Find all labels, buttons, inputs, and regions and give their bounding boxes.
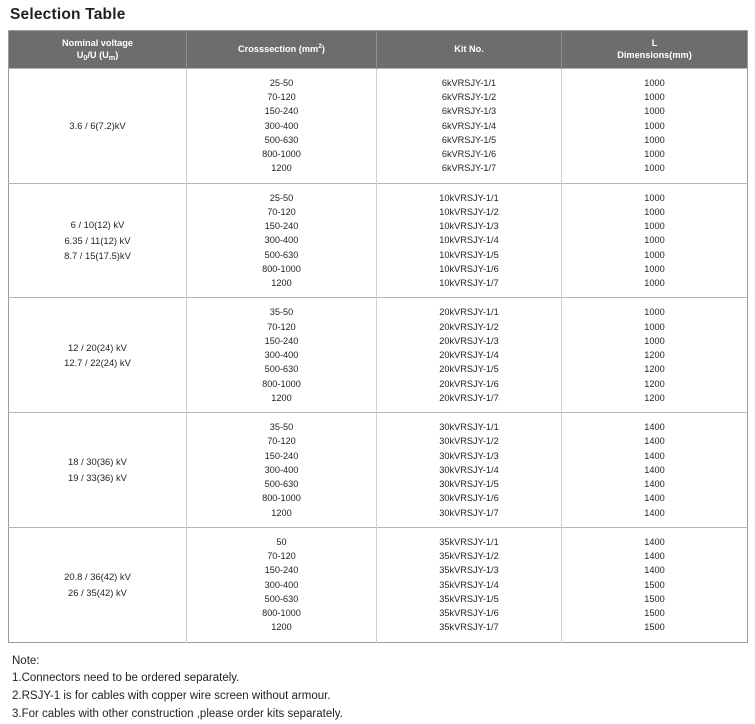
- table-row: [9, 183, 748, 298]
- cell-kit_no-value: 35kVRSJY-1/1: [439, 536, 499, 547]
- cell-kit_no-value: 20kVRSJY-1/7: [439, 392, 499, 403]
- cell-dimensions-value: 1000: [644, 249, 665, 260]
- cell-kit_no-value: 20kVRSJY-1/1: [439, 307, 499, 318]
- cell-kit_no-value: 30kVRSJY-1/1: [439, 422, 499, 433]
- note-item-3: 3.For cables with other construction ,please order kits separately.: [12, 708, 343, 721]
- cell-crosssection-lines: [189, 535, 374, 635]
- table-header: [9, 31, 748, 69]
- cell-dimensions-value: 1000: [644, 321, 665, 332]
- cell-kit_no-value: 6kVRSJY-1/1: [441, 77, 497, 88]
- table-row: [9, 413, 748, 528]
- cell-kit_no-value: 10kVRSJY-1/2: [439, 206, 499, 217]
- note-item-2: 2.RSJY-1 is for cables with copper wire screen without armour.: [12, 690, 331, 703]
- cell-dimensions-lines: [564, 76, 745, 176]
- cell-kit_no-value: 6kVRSJY-1/7: [441, 163, 497, 174]
- cell-dimensions-value: 1000: [644, 263, 665, 274]
- cell-crosssection-value: 500-630: [264, 479, 299, 490]
- cell-kit_no-value: 35kVRSJY-1/5: [439, 593, 499, 604]
- cell-kit_no-value: 30kVRSJY-1/2: [439, 436, 499, 447]
- cell-voltage: [9, 413, 187, 528]
- note-item-1: 1.Connectors need to be ordered separately.: [12, 672, 240, 685]
- notes-block: [12, 653, 745, 724]
- cell-crosssection-value: 1200: [271, 392, 292, 403]
- cell-dimensions-value: 1000: [644, 221, 665, 232]
- cell-crosssection-value: 70-120: [267, 551, 296, 562]
- cell-kit_no-value: 6kVRSJY-1/2: [441, 92, 497, 103]
- cell-kit_no-value: 6kVRSJY-1/6: [441, 149, 497, 160]
- cell-crosssection-value: 300-400: [264, 579, 299, 590]
- cell-voltage-value: 20.8 / 36(42) kV: [64, 571, 131, 583]
- table-row: [9, 527, 748, 642]
- cell-crosssection-value: 800-1000: [262, 378, 301, 389]
- cell-dimensions-value: 1000: [644, 278, 665, 289]
- cell-dimensions-value: 1500: [644, 593, 665, 604]
- cell-kit_no-value: 10kVRSJY-1/1: [439, 192, 499, 203]
- cell-dimensions-lines: [564, 191, 745, 291]
- cell-crosssection-value: 50: [276, 536, 287, 547]
- cell-kit_no-value: 20kVRSJY-1/3: [439, 335, 499, 346]
- table-row: [9, 68, 748, 183]
- table-body: [9, 68, 748, 642]
- cell-kit_no-value: 30kVRSJY-1/6: [439, 493, 499, 504]
- cell-crosssection-value: 150-240: [264, 221, 299, 232]
- cell-crosssection-value: 300-400: [264, 350, 299, 361]
- cell-crosssection-value: 1200: [271, 622, 292, 633]
- cell-dimensions-value: 1400: [644, 422, 665, 433]
- cell-voltage: [9, 527, 187, 642]
- cell-kit_no-value: 6kVRSJY-1/4: [441, 120, 497, 131]
- cell-kit_no-lines: [379, 305, 559, 405]
- cell-kit_no: [377, 527, 562, 642]
- cell-kit_no-value: 35kVRSJY-1/2: [439, 551, 499, 562]
- cell-crosssection-lines: [189, 191, 374, 291]
- cell-kit_no-lines: [379, 191, 559, 291]
- cell-crosssection-value: 25-50: [269, 192, 294, 203]
- cell-crosssection: [187, 68, 377, 183]
- cell-kit_no-value: 6kVRSJY-1/5: [441, 134, 497, 145]
- cell-kit_no-value: 35kVRSJY-1/3: [439, 565, 499, 576]
- cell-crosssection-value: 300-400: [264, 120, 299, 131]
- cell-dimensions-value: 1500: [644, 608, 665, 619]
- cell-crosssection-value: 70-120: [267, 321, 296, 332]
- cell-dimensions-value: 1000: [644, 163, 665, 174]
- cell-dimensions-value: 1000: [644, 335, 665, 346]
- column-header-l-dimensions-line1: L: [651, 38, 658, 48]
- cell-voltage-value: 12 / 20(24) kV: [68, 341, 127, 353]
- cell-kit_no-value: 30kVRSJY-1/5: [439, 479, 499, 490]
- cell-voltage-lines: [11, 569, 184, 600]
- cell-crosssection-value: 500-630: [264, 134, 299, 145]
- cell-dimensions-value: 1000: [644, 149, 665, 160]
- cell-crosssection-value: 800-1000: [262, 149, 301, 160]
- cell-crosssection: [187, 413, 377, 528]
- column-header-crosssection: [187, 31, 377, 69]
- cell-crosssection-value: 150-240: [264, 565, 299, 576]
- cell-kit_no-value: 30kVRSJY-1/7: [439, 507, 499, 518]
- cell-crosssection-value: 150-240: [264, 335, 299, 346]
- cell-crosssection-value: 150-240: [264, 106, 299, 117]
- cell-kit_no-lines: [379, 76, 559, 176]
- column-header-kit-no-label: Kit No.: [454, 44, 484, 55]
- cell-voltage: [9, 298, 187, 413]
- cell-dimensions-value: 1400: [644, 565, 665, 576]
- cell-dimensions-value: 1000: [644, 235, 665, 246]
- cell-kit_no: [377, 413, 562, 528]
- cell-voltage-value: 19 / 33(36) kV: [68, 471, 127, 483]
- cell-dimensions-value: 1000: [644, 307, 665, 318]
- cell-kit_no-value: 20kVRSJY-1/4: [439, 350, 499, 361]
- column-header-crosssection-label: Crosssection $(mm^2)$: [238, 43, 325, 55]
- cell-crosssection-value: 500-630: [264, 249, 299, 260]
- cell-dimensions-lines: [564, 535, 745, 635]
- cell-crosssection-lines: [189, 305, 374, 405]
- cell-crosssection-value: 800-1000: [262, 608, 301, 619]
- cell-crosssection-value: 1200: [271, 507, 292, 518]
- cell-dimensions-value: 1000: [644, 120, 665, 131]
- cell-crosssection-value: 25-50: [269, 77, 294, 88]
- cell-dimensions-value: 1200: [644, 392, 665, 403]
- column-header-l-dimensions-line2: Dimensions(mm): [617, 50, 692, 61]
- cell-kit_no-lines: [379, 420, 559, 520]
- cell-kit_no-value: 20kVRSJY-1/6: [439, 378, 499, 389]
- cell-crosssection: [187, 298, 377, 413]
- cell-crosssection-value: 500-630: [264, 364, 299, 375]
- cell-kit_no-value: 10kVRSJY-1/3: [439, 221, 499, 232]
- cell-dimensions-value: 1000: [644, 77, 665, 88]
- cell-voltage-lines: [11, 217, 184, 264]
- cell-dimensions-lines: [564, 305, 745, 405]
- cell-crosssection-value: 70-120: [267, 206, 296, 217]
- table-row: [9, 298, 748, 413]
- cell-voltage: [9, 68, 187, 183]
- cell-dimensions-value: 1200: [644, 364, 665, 375]
- cell-dimensions-value: 1200: [644, 378, 665, 389]
- cell-voltage-value: 6.35 / 11(12) kV: [64, 234, 131, 246]
- cell-dimensions-value: 1000: [644, 106, 665, 117]
- cell-crosssection: [187, 183, 377, 298]
- cell-crosssection-value: 800-1000: [262, 263, 301, 274]
- cell-kit_no-value: 35kVRSJY-1/6: [439, 608, 499, 619]
- cell-dimensions-value: 1400: [644, 450, 665, 461]
- column-header-l-dimensions: [562, 31, 748, 69]
- cell-crosssection-value: 35-50: [269, 307, 294, 318]
- cell-dimensions-value: 1000: [644, 134, 665, 145]
- column-header-nominal-voltage-line1: Nominal voltage: [62, 38, 133, 48]
- cell-crosssection-lines: [189, 76, 374, 176]
- cell-dimensions-value: 1000: [644, 206, 665, 217]
- cell-dimensions-value: 1400: [644, 436, 665, 447]
- cell-kit_no-value: 35kVRSJY-1/4: [439, 579, 499, 590]
- cell-crosssection-value: 70-120: [267, 436, 296, 447]
- cell-crosssection-value: 150-240: [264, 450, 299, 461]
- cell-crosssection: [187, 527, 377, 642]
- cell-kit_no: [377, 68, 562, 183]
- cell-dimensions-value: 1400: [644, 479, 665, 490]
- cell-crosssection-value: 500-630: [264, 593, 299, 604]
- cell-dimensions-value: 1500: [644, 622, 665, 633]
- column-header-nominal-voltage-line2: $U_0/U$ $(U_m)$: [76, 50, 119, 63]
- cell-crosssection-lines: [189, 420, 374, 520]
- cell-voltage-value: 8.7 / 15(17.5)kV: [64, 250, 131, 262]
- cell-dimensions-value: 1400: [644, 551, 665, 562]
- cell-dimensions-value: 1400: [644, 536, 665, 547]
- cell-crosssection-value: 70-120: [267, 92, 296, 103]
- cell-kit_no-value: 20kVRSJY-1/2: [439, 321, 499, 332]
- cell-dimensions-value: 1000: [644, 192, 665, 203]
- cell-dimensions-value: 1200: [644, 350, 665, 361]
- cell-voltage-value: 12.7 / 22(24) kV: [64, 357, 131, 369]
- cell-voltage-value: 6 / 10(12) kV: [70, 219, 125, 231]
- cell-crosssection-value: 1200: [271, 163, 292, 174]
- notes-heading: Note:: [12, 654, 40, 667]
- page-title: Selection Table: [10, 6, 126, 23]
- cell-voltage-lines: [11, 454, 184, 485]
- cell-crosssection-value: 300-400: [264, 464, 299, 475]
- cell-dimensions-value: 1400: [644, 493, 665, 504]
- cell-kit_no-lines: [379, 535, 559, 635]
- cell-dimensions-value: 1400: [644, 464, 665, 475]
- cell-voltage-value: 18 / 30(36) kV: [68, 456, 127, 468]
- cell-dimensions: [562, 68, 748, 183]
- cell-kit_no-value: 30kVRSJY-1/3: [439, 450, 499, 461]
- table-header-row: [9, 31, 748, 69]
- cell-kit_no-value: 6kVRSJY-1/3: [441, 106, 497, 117]
- cell-kit_no-value: 10kVRSJY-1/4: [439, 235, 499, 246]
- column-header-kit-no: [377, 31, 562, 69]
- cell-crosssection-value: 1200: [271, 278, 292, 289]
- cell-dimensions-value: 1500: [644, 579, 665, 590]
- cell-dimensions: [562, 298, 748, 413]
- cell-dimensions: [562, 183, 748, 298]
- cell-kit_no-value: 10kVRSJY-1/6: [439, 263, 499, 274]
- cell-crosssection-value: 300-400: [264, 235, 299, 246]
- selection-table: [8, 30, 748, 643]
- cell-dimensions-value: 1000: [644, 92, 665, 103]
- cell-dimensions: [562, 413, 748, 528]
- cell-dimensions: [562, 527, 748, 642]
- cell-kit_no-value: 30kVRSJY-1/4: [439, 464, 499, 475]
- cell-kit_no-value: 10kVRSJY-1/7: [439, 278, 499, 289]
- cell-kit_no: [377, 183, 562, 298]
- cell-voltage-lines: [11, 118, 184, 134]
- cell-voltage-value: 3.6 / 6(7.2)kV: [69, 119, 126, 131]
- cell-dimensions-value: 1400: [644, 507, 665, 518]
- cell-voltage: [9, 183, 187, 298]
- cell-kit_no-value: 35kVRSJY-1/7: [439, 622, 499, 633]
- cell-voltage-lines: [11, 340, 184, 371]
- cell-crosssection-value: 800-1000: [262, 493, 301, 504]
- cell-kit_no-value: 20kVRSJY-1/5: [439, 364, 499, 375]
- column-header-nominal-voltage: [9, 31, 187, 69]
- cell-dimensions-lines: [564, 420, 745, 520]
- cell-kit_no-value: 10kVRSJY-1/5: [439, 249, 499, 260]
- cell-voltage-value: 26 / 35(42) kV: [68, 586, 127, 598]
- cell-crosssection-value: 35-50: [269, 422, 294, 433]
- cell-kit_no: [377, 298, 562, 413]
